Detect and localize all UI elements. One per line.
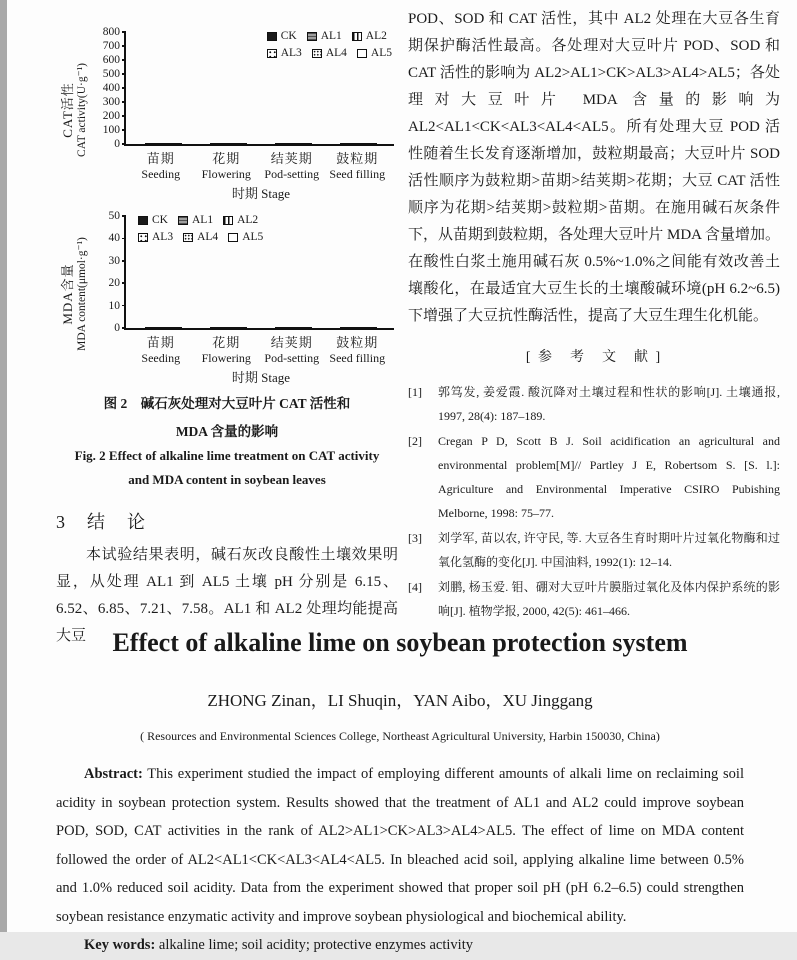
legend-swatch-al4 <box>312 49 322 58</box>
bar-group-flowering <box>195 327 260 328</box>
affiliation-line: ( Resources and Environmental Sciences College, Northeast Agricultural University, Harbin 150030, China) <box>140 729 660 743</box>
reference-number: [1] <box>408 385 422 399</box>
abstract-paragraph <box>56 760 744 931</box>
legend-item-al2: AL2 <box>223 212 258 229</box>
bar-group-pod-setting <box>260 143 325 144</box>
y-axis-tick-400: 400 <box>96 82 126 94</box>
bar-al5-seeding <box>175 143 182 144</box>
bar-al5-pod-setting <box>305 143 312 144</box>
legend-item-ck: CK <box>267 28 297 45</box>
reference-number: [3] <box>408 531 422 545</box>
bar-al5-seed-filling <box>370 327 377 328</box>
keywords-text: alkaline lime; soil acidity; protective enzymes activity <box>155 937 473 953</box>
chart-legend <box>138 212 263 247</box>
legend-swatch-ck <box>138 216 148 225</box>
legend-swatch-al5 <box>228 233 238 242</box>
cat-chart-x-labels-en: Seeding Flowering Pod-setting Seed filling <box>141 167 386 181</box>
legend-swatch-ck <box>267 32 277 41</box>
references-list <box>408 380 780 623</box>
legend-item-ck: CK <box>138 212 168 229</box>
y-axis-tick-20: 20 <box>96 277 126 289</box>
scan-edge-strip <box>0 0 7 932</box>
english-abstract-section <box>56 610 744 960</box>
bar-group-flowering <box>195 143 260 144</box>
legend-swatch-al3 <box>267 49 277 58</box>
keywords-line <box>56 931 744 960</box>
figure-caption-en-line2: and MDA content in soybean leaves <box>128 472 326 487</box>
y-axis-tick-40: 40 <box>96 232 126 244</box>
mda-chart-x-labels-en: Seeding Flowering Pod-setting Seed filling <box>141 351 386 365</box>
y-axis-tick-10: 10 <box>96 300 126 312</box>
legend-item-al1: AL1 <box>307 28 342 45</box>
y-axis-tick-50: 50 <box>96 210 126 222</box>
y-axis-tick-0: 0 <box>96 322 126 334</box>
bar-group-seed-filling <box>325 327 390 328</box>
reference-item-3 <box>408 526 780 574</box>
legend-item-al4: AL4 <box>312 45 347 62</box>
bar-al5-flowering <box>240 143 247 144</box>
bar-al5-seed-filling <box>370 143 377 144</box>
mda-chart-y-axis-label <box>56 216 94 386</box>
reference-text: 刘学军, 苗以农, 许守民, 等. 大豆各生育时期叶片过氧化物酶和过氧化氢酶的变化[J]. 中国油料, 1992(1): 12–14. <box>438 531 780 569</box>
reference-number: [4] <box>408 580 422 594</box>
legend-item-al4: AL4 <box>183 229 218 246</box>
y-axis-tick-300: 300 <box>96 96 126 108</box>
cat-activity-chart <box>56 26 398 202</box>
y-axis-tick-0: 0 <box>96 138 126 150</box>
legend-swatch-al1 <box>307 32 317 41</box>
abstract-label: Abstract: <box>84 766 143 782</box>
reference-text: Cregan P D, Scott B J. Soil acidification an agricultural and environmental problem[M]// Partley J E, Robertsom S. [S. l.]: Agriculture and Environmental Imperative CSIRO Pubishing Melborne, 1998: 75–77. <box>438 434 780 520</box>
right-column <box>408 6 780 624</box>
references-heading: [ 参 考 文 献 ] <box>525 350 663 365</box>
left-column <box>56 6 398 650</box>
cat-chart-plot <box>102 26 394 150</box>
authors-line: ZHONG Zinan，LI Shuqin，YAN Aibo，XU Jinggang <box>207 691 593 710</box>
legend-item-al1: AL1 <box>178 212 213 229</box>
cat-chart-x-labels-cn: 苗期 花期 结荚期 鼓粒期 <box>146 151 379 166</box>
y-axis-tick-800: 800 <box>96 26 126 38</box>
reference-number: [2] <box>408 434 422 448</box>
y-axis-tick-700: 700 <box>96 40 126 52</box>
legend-item-al5: AL5 <box>228 229 263 246</box>
legend-item-al2: AL2 <box>352 28 387 45</box>
mda-content-chart <box>56 210 398 386</box>
y-axis-tick-30: 30 <box>96 255 126 267</box>
legend-swatch-al3 <box>138 233 148 242</box>
legend-swatch-al1 <box>178 216 188 225</box>
conclusion-section-heading: 3 结 论 <box>56 512 147 532</box>
cat-chart-y-axis-label <box>56 32 94 202</box>
bar-group-seeding <box>130 143 195 144</box>
cat-chart-x-axis-title: 时期 Stage <box>231 186 291 201</box>
keywords-label: Key words: <box>84 937 156 953</box>
reference-text: 刘鹏, 杨玉爱. 钼、硼对大豆叶片膜脂过氧化及体内保护系统的影响[J]. 植物学报, 2000, 42(5): 461–466. <box>438 580 780 618</box>
y-axis-tick-200: 200 <box>96 110 126 122</box>
bar-al5-pod-setting <box>305 327 312 328</box>
mda-chart-x-axis-title: 时期 Stage <box>231 370 291 385</box>
legend-item-al5: AL5 <box>357 45 392 62</box>
reference-item-2 <box>408 429 780 525</box>
figure-caption-cn-line2: MDA 含量的影响 <box>175 424 279 439</box>
bar-al5-flowering <box>240 327 247 328</box>
cat-chart-plot-area <box>94 26 398 202</box>
mda-chart-plot <box>108 210 394 334</box>
bar-group-pod-setting <box>260 327 325 328</box>
legend-swatch-al2 <box>223 216 233 225</box>
chart-legend <box>267 28 392 63</box>
legend-swatch-al5 <box>357 49 367 58</box>
mda-y-label-cn: MDA含量 <box>59 263 75 325</box>
legend-swatch-al4 <box>183 233 193 242</box>
mda-chart-plot-area <box>94 210 398 386</box>
bar-al5-seeding <box>175 327 182 328</box>
reference-text: 郭笃发, 姜爱霞. 酸沉降对土壤过程和性状的影响[J]. 土壤通报, 1997, 28(4): 187–189. <box>438 385 780 423</box>
cat-y-label-cn: CAT活性 <box>59 82 75 138</box>
discussion-paragraph: POD、SOD 和 CAT 活性，其中 AL2 处理在大豆各生育期保护酶活性最高。各处理对大豆叶片 POD、SOD 和 CAT 活性的影响为 AL2>AL1>CK>AL3>AL4>AL5；各处理对大豆叶片 MDA 含量的影响为 AL2<AL1<CK<AL3<AL4<AL5。所有处理大豆 POD 活性随着生长发育逐渐增加，鼓粒期最高；大豆叶片 SOD 活性顺序为鼓粒期>苗期>结荚期>花期；大豆 CAT 活性顺序为花期>结荚期>鼓粒期>苗期。在施用碱石灰条件下，从苗期到鼓粒期，各处理大豆叶片 MDA 含量增加。在酸性白浆土施用碱石灰 0.5%~1.0%之间能有效改善土壤酸化，在最适宜大豆生长的土壤酸碱环境(pH 6.2~6.5) 下增强了大豆抗性酶活性，提高了大豆生理生化机能。 <box>408 11 780 324</box>
y-axis-tick-100: 100 <box>96 124 126 136</box>
legend-swatch-al2 <box>352 32 362 41</box>
conclusion-paragraph: 本试验结果表明，碱石灰改良酸性土壤效果明显，从处理 AL1 到 AL5 土壤 pH 分别是 6.15、6.52、6.85、7.21、7.58。AL1 和 AL2 处理均能提高大豆 <box>56 547 398 644</box>
y-axis-tick-600: 600 <box>96 54 126 66</box>
bar-group-seeding <box>130 327 195 328</box>
cat-y-label-en: CAT activity(U·g⁻¹) <box>75 63 88 158</box>
reference-item-1 <box>408 380 780 428</box>
legend-item-al3: AL3 <box>267 45 302 62</box>
figure-caption-en-line1: Fig. 2 Effect of alkaline lime treatment on CAT activity <box>74 448 380 463</box>
english-title: Effect of alkaline lime on soybean protection system <box>112 628 688 657</box>
bar-group-seed-filling <box>325 143 390 144</box>
figure-caption-cn-line1: 图 2 碱石灰处理对大豆叶片 CAT 活性和 <box>103 396 351 411</box>
mda-y-label-en: MDA content(μmol·g⁻¹) <box>75 237 88 352</box>
legend-item-al3: AL3 <box>138 229 173 246</box>
abstract-text: This experiment studied the impact of employing different amounts of alkali lime on reclaiming soil acidity in soybean protection system. Results showed that the treatment of AL1 and AL2 could improve soybean POD, SOD, CAT activities in the rank of AL2>AL1>CK>AL3>AL4>AL5. The effect of lime on MDA content followed the order of AL2<AL1<CK<AL3<AL4<AL5. In bleached acid soil, applying alkaline lime between 0.5% and 1.0% reduced soil acidity. Data from the experiment showed that proper soil pH (pH 6.2–6.5) could strengthen soybean resistance enzymatic activity and improve soybean physiological and biochemical ability. <box>56 766 744 925</box>
y-axis-tick-500: 500 <box>96 68 126 80</box>
mda-chart-x-labels-cn: 苗期 花期 结荚期 鼓粒期 <box>146 335 379 350</box>
